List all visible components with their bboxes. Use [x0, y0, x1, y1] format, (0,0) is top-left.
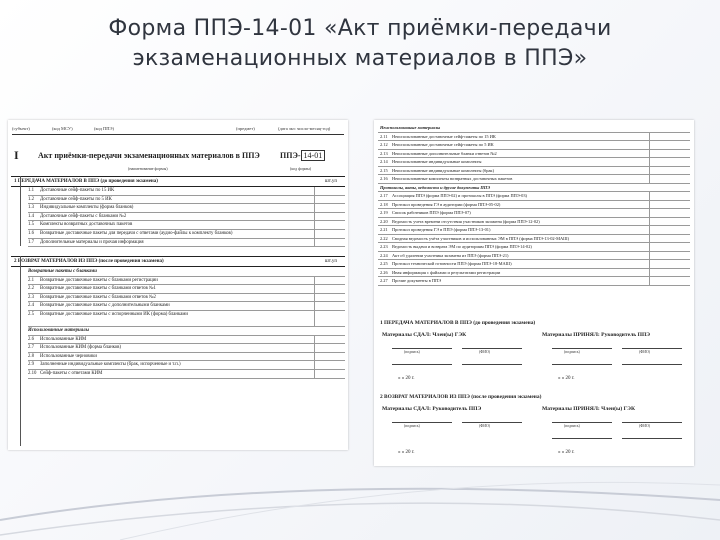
signature-line [552, 348, 612, 350]
table-row: 2.12 Неиспользованные доставочные сейф-пакеты по 5 ИК [378, 141, 690, 150]
name-line [462, 348, 522, 350]
signature-line [552, 438, 612, 440]
form-page-left [8, 120, 348, 450]
table-row: 2.8 Использованные черновики [28, 353, 345, 362]
transfer-section-2-label: 2 ВОЗВРАТ МАТЕРИАЛОВ ИЗ ППЭ (после проведения экзамена) [380, 394, 542, 400]
caption-exam-date: (дата экз: число-месяц-год) [278, 126, 331, 131]
name-line [622, 364, 682, 366]
signature-line [392, 364, 452, 366]
caption-signature: (подпись) [404, 350, 420, 354]
section-1-handed-by: Материалы СДАЛ: Член(ы) ГЭК [382, 332, 467, 338]
table-row: 2.6 Использованные КИМ [28, 336, 345, 345]
table-row: 2.11 Неиспользованные доставочные сейф-пакеты по 15 ИК [378, 133, 690, 142]
name-line [462, 422, 522, 424]
table-row: 1.4 Доставочные сейф-пакеты с бланками №2 [28, 213, 345, 222]
table-row: 2.26 Иная информация с файлами и результатами регистрации [378, 269, 690, 278]
table-row: 2.25 Протокол технической готовности ППЭ (форма ППЭ-18-МАШ) [378, 260, 690, 269]
date-field: « » 20 г. [398, 376, 415, 381]
date-field: « » 20 г. [558, 376, 575, 381]
caption-msu: (код МСУ) [52, 126, 73, 131]
table-row: 2.15 Неиспользованные индивидуальные комплекты (брак) [378, 167, 690, 176]
marker-glyph: I [14, 148, 19, 162]
section-2-label: 2 ВОЗВРАТ МАТЕРИАЛОВ ИЗ ППЭ (после проведения экзамена) [14, 259, 164, 264]
caption-ppe-code: (код ППЭ) [94, 126, 114, 131]
table-row: 2.16 Неиспользованные комплекты возвратных доставочных пакетов [378, 175, 690, 184]
table-row: 1.2 Доставочные сейф-пакеты по 5 ИК [28, 196, 345, 205]
table-row: 1.5 Комплекты возвратных доставочных пакетов [28, 221, 345, 230]
table-row: 2.27 Прочие документы в ППЭ [378, 277, 690, 286]
section-2-border [20, 256, 21, 446]
slide-title [60, 14, 660, 74]
table-row: 1.3 Индивидуальные комплекты (форма бланков) [28, 204, 345, 213]
table-row: 2.22 Сводная ведомость учёта участников и использованных ЭМ в ППЭ (форма ППЭ-13-02-МАШ) [378, 235, 690, 244]
table-row: 2.18 Протокол проведения ГЭ в аудитории (форма ППЭ-05-02) [378, 201, 690, 210]
table-row: 2.24 Акт об удалении участника экзамена из ППЭ (форма ППЭ-21) [378, 252, 690, 261]
section-1-border [20, 176, 21, 246]
table-row: 2.1 Возвратные доставочные пакеты с бланками регистрации [28, 277, 345, 286]
signature-line [552, 422, 612, 424]
slide-title-line1: Форма ППЭ-14-01 «Акт приёмки-передачи [108, 16, 612, 41]
table-row: 2.13 Неиспользованные дополнительные бланки ответов №2 [378, 150, 690, 159]
table-row: 2.17 Ассоциация ППЭ (форма ППЭ-02) и протоколы в ППЭ (форма ППЭ-03) [378, 192, 690, 201]
name-line [622, 438, 682, 440]
materials-table [378, 124, 690, 286]
act-title: Акт приёмки-передачи экзаменационных материалов в ППЭ [38, 151, 260, 160]
table-row: 1.1 Доставочные сейф-пакеты по 15 ИК [28, 187, 345, 196]
table-row: 1.7 Дополнительные материалы и прочая информация [28, 239, 345, 248]
caption-name: (ФИО) [479, 424, 491, 428]
section-2-received-by: Материалы ПРИНЯЛ: Член(ы) ГЭК [542, 406, 636, 412]
signature-line [392, 422, 452, 424]
caption-subject-name: (предмет) [236, 126, 255, 131]
caption-name: (ФИО) [639, 424, 651, 428]
group-label: Протоколы, акты, ведомости и другие документы ППЭ [378, 184, 690, 193]
section-1-unit: шт.уп [324, 179, 337, 184]
caption-signature: (подпись) [564, 350, 580, 354]
caption-subject: (субъект) [12, 126, 30, 131]
section-2-rows [28, 268, 345, 379]
table-row: 2.21 Протокол проведения ГЭ в ППЭ (форма ППЭ-13-01) [378, 226, 690, 235]
table-row: 2.23 Ведомость выдачи и возврата ЭМ по аудиториям ППЭ (форма ППЭ-14-02) [378, 243, 690, 252]
act-code [280, 151, 325, 160]
section-2-header [11, 256, 345, 267]
group-label: Неиспользованные материалы [378, 124, 690, 133]
section-2-handed-by: Материалы СДАЛ: Руководитель ППЭ [382, 406, 482, 412]
table-row: 2.5 Возвратные доставочные пакеты с испорченными ИК (форма) бланками [28, 311, 345, 327]
table-row: 2.20 Ведомость учета времени отсутствия участников экзамена (форма ППЭ-12-02) [378, 218, 690, 227]
table-row: 2.2 Возвратные доставочные пакеты с бланками ответов №1 [28, 285, 345, 294]
section-2-unit: шт.уп [324, 259, 337, 264]
caption-signature: (подпись) [564, 424, 580, 428]
signature-line [392, 348, 452, 350]
section-1-received-by: Материалы ПРИНЯЛ: Руководитель ППЭ [542, 332, 651, 338]
caption-form-code: (код формы) [290, 166, 312, 171]
table-row: 1.6 Возвратные доставочные пакеты для передачи с ответами (аудио-файлы к комплекту бланков) [28, 230, 345, 239]
caption-name: (ФИО) [479, 350, 491, 354]
caption-form-name: (наименование формы) [128, 166, 168, 171]
transfer-section-1-label: 1 ПЕРЕДАЧА МАТЕРИАЛОВ В ППЭ (до проведения экзамена) [380, 320, 536, 326]
section-1-header [11, 176, 345, 187]
date-field: « » 20 г. [398, 450, 415, 455]
table-row: 2.14 Неиспользованные индивидуальные комплекты [378, 158, 690, 167]
act-code-prefix: ППЭ- [280, 151, 301, 160]
caption-name: (ФИО) [639, 350, 651, 354]
date-field: « » 20 г. [558, 450, 575, 455]
subgroup-label: Возвратные пакеты с бланками [28, 268, 345, 277]
form-page-right [374, 120, 694, 466]
header-line [12, 134, 344, 135]
table-row: 2.9 Заполненные индивидуальные комплекты (брак, испорченные и т.п.) [28, 361, 345, 370]
section-1-label: 1 ПЕРЕДАЧА МАТЕРИАЛОВ В ППЭ (до проведения экзамена) [14, 179, 158, 184]
act-code-box: 14-01 [301, 150, 326, 161]
subgroup-label: Использованные материалы [28, 327, 345, 336]
table-row: 2.7 Использованные КИМ (форма бланков) [28, 344, 345, 353]
table-row: 2.3 Возвратные доставочные пакеты с бланками ответов №2 [28, 294, 345, 303]
section-1-rows [28, 187, 345, 247]
name-line [622, 348, 682, 350]
table-row: 2.10 Сейф-пакеты с ответами КИМ [28, 370, 345, 379]
signature-line [552, 364, 612, 366]
caption-signature: (подпись) [404, 424, 420, 428]
slide-title-line2: экзаменационных материалов в ППЭ» [132, 46, 588, 71]
name-line [462, 364, 522, 366]
table-row: 2.4 Возвратные доставочные пакеты с дополнительными бланками [28, 302, 345, 311]
table-row: 2.19 Список работников ППЭ (форма ППЭ-07) [378, 209, 690, 218]
name-line [622, 422, 682, 424]
